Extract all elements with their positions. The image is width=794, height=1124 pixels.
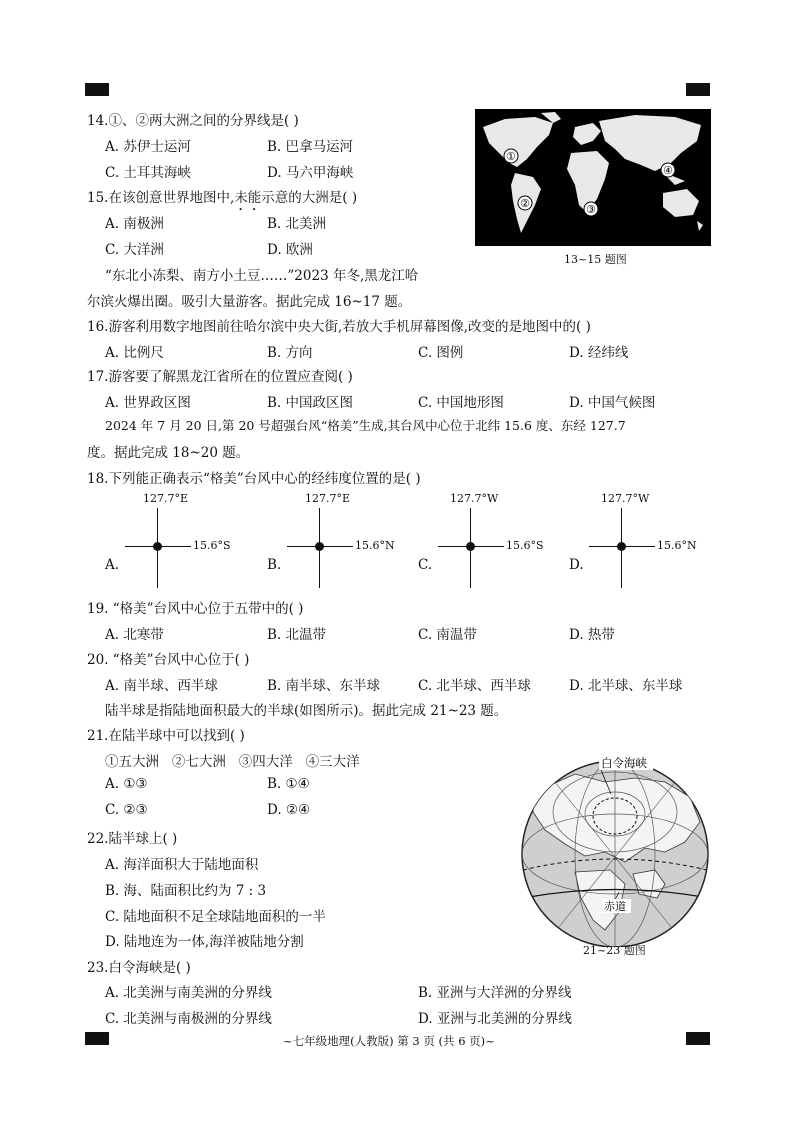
world-map-figure xyxy=(475,109,711,246)
q23-option-d[interactable]: D. 亚洲与北美洲的分界线 xyxy=(418,1011,572,1027)
q18-option-b[interactable] xyxy=(267,492,417,587)
intro-16-17-line1: “东北小冻梨、南方小土豆……”2023 年冬,黑龙江哈 xyxy=(105,268,419,284)
q22-option-c[interactable]: C. 陆地面积不足全球陆地面积的一半 xyxy=(105,909,326,925)
q22-stem: 22.陆半球上( ) xyxy=(87,831,178,847)
map2-caption: 21~23 题图 xyxy=(583,944,646,957)
q18-a-lon: 127.7°E xyxy=(143,492,189,505)
q18-d-lat: 15.6°N xyxy=(657,539,697,552)
q19-option-b[interactable]: B. 北温带 xyxy=(267,627,327,643)
q19-option-c[interactable]: C. 南温带 xyxy=(418,627,477,643)
q18-option-d[interactable] xyxy=(569,492,719,587)
corner-mark-top-right xyxy=(686,83,710,96)
q18-c-lat: 15.6°S xyxy=(506,539,544,552)
intro-16-17-line2: 尔滨火爆出圈。吸引大量游客。据此完成 16~17 题。 xyxy=(87,294,412,310)
q16-option-c[interactable]: C. 图例 xyxy=(418,345,464,361)
map-label-3: ③ xyxy=(586,203,596,216)
q21-option-d[interactable]: D. ②④ xyxy=(267,802,311,818)
q19-option-a[interactable]: A. 北寒带 xyxy=(105,627,164,643)
q21-option-b[interactable]: B. ①④ xyxy=(267,776,310,792)
q17-option-c[interactable]: C. 中国地形图 xyxy=(418,395,504,411)
q21-option-c[interactable]: C. ②③ xyxy=(105,802,148,818)
q18-b-center-dot xyxy=(315,542,324,551)
q15-option-a[interactable]: A. 南极洲 xyxy=(105,216,164,232)
intro-18-20-line1: 2024 年 7 月 20 日,第 20 号超强台风“格美”生成,其台风中心位于北纬 15.6 度、东经 127.7 xyxy=(105,418,626,433)
q16-option-b[interactable]: B. 方向 xyxy=(267,345,313,361)
q21-items: ①五大洲 ②七大洲 ③四大洋 ④三大洋 xyxy=(105,754,360,770)
q22-option-b[interactable]: B. 海、陆面积比约为 7 : 3 xyxy=(105,883,267,899)
map-label-4: ④ xyxy=(663,164,673,177)
q18-a-lat: 15.6°S xyxy=(193,539,231,552)
q14-option-a[interactable]: A. 苏伊士运河 xyxy=(105,139,191,155)
q14-option-b[interactable]: B. 巴拿马运河 xyxy=(267,139,354,155)
bering-strait-label: 白令海峡 xyxy=(601,756,647,770)
q18-b-lon: 127.7°E xyxy=(305,492,351,505)
equator-label: 赤道 xyxy=(604,900,626,913)
q19-stem: 19. “格美”台风中心位于五带中的( ) xyxy=(87,601,304,617)
q23-option-b[interactable]: B. 亚洲与大洋洲的分界线 xyxy=(418,985,572,1001)
q19-option-d[interactable]: D. 热带 xyxy=(569,627,615,643)
q22-option-a[interactable]: A. 海洋面积大于陆地面积 xyxy=(105,857,259,873)
map-label-2: ② xyxy=(520,197,530,210)
q15-option-b[interactable]: B. 北美洲 xyxy=(267,216,327,232)
corner-mark-bottom-left xyxy=(85,1032,109,1045)
q16-option-d[interactable]: D. 经纬线 xyxy=(569,345,629,361)
q21-option-a[interactable]: A. ①③ xyxy=(105,776,148,792)
q20-option-b[interactable]: B. 南半球、东半球 xyxy=(267,678,381,694)
q18-b-lat: 15.6°N xyxy=(355,539,395,552)
q22-option-d[interactable]: D. 陆地连为一体,海洋被陆地分割 xyxy=(105,934,304,950)
q20-option-c[interactable]: C. 北半球、西半球 xyxy=(418,678,531,694)
q23-option-c[interactable]: C. 北美洲与南极洲的分界线 xyxy=(105,1011,272,1027)
q18-a-center-dot xyxy=(153,542,162,551)
q23-option-a[interactable]: A. 北美洲与南美洲的分界线 xyxy=(105,985,272,1001)
corner-mark-bottom-right xyxy=(686,1032,710,1045)
q18-option-c[interactable] xyxy=(418,492,568,587)
q17-option-d[interactable]: D. 中国气候图 xyxy=(569,395,656,411)
world-map-svg xyxy=(475,109,711,246)
map-label-1: ① xyxy=(506,150,516,163)
globe-svg xyxy=(515,752,715,947)
q18-d-lon: 127.7°W xyxy=(601,492,650,505)
q14-option-d[interactable]: D. 马六甲海峡 xyxy=(267,165,354,181)
q17-option-b[interactable]: B. 中国政区图 xyxy=(267,395,354,411)
q20-option-d[interactable]: D. 北半球、东半球 xyxy=(569,678,683,694)
q17-option-a[interactable]: A. 世界政区图 xyxy=(105,395,191,411)
page-footer: ~七年级地理(人教版) 第 3 页 (共 6 页)~ xyxy=(283,1034,495,1048)
q15-stem: 15.在该创意世界地图中,未能示意的大洲是( ) xyxy=(87,190,358,206)
intro-21-23: 陆半球是指陆地面积最大的半球(如图所示)。据此完成 21~23 题。 xyxy=(105,703,508,719)
q18-a-letter: A. xyxy=(105,557,120,573)
q16-option-a[interactable]: A. 比例尺 xyxy=(105,345,164,361)
map1-caption: 13~15 题图 xyxy=(564,253,627,266)
q20-option-a[interactable]: A. 南半球、西半球 xyxy=(105,678,218,694)
q18-c-lon: 127.7°W xyxy=(450,492,499,505)
q14-option-c[interactable]: C. 土耳其海峡 xyxy=(105,165,191,181)
q18-d-center-dot xyxy=(617,542,626,551)
q21-stem: 21.在陆半球中可以找到( ) xyxy=(87,728,245,744)
q17-stem: 17.游客要了解黑龙江省所在的位置应查阅( ) xyxy=(87,369,353,385)
q18-c-letter: C. xyxy=(418,557,433,573)
q18-d-letter: D. xyxy=(569,557,584,573)
q14-stem: 14.①、②两大洲之间的分界线是( ) xyxy=(87,113,299,129)
q16-stem: 16.游客利用数字地图前往哈尔滨中央大街,若放大手机屏幕图像,改变的是地图中的( ) xyxy=(87,319,591,335)
corner-mark-top-left xyxy=(85,83,109,96)
q18-stem: 18.下列能正确表示“格美”台风中心的经纬度位置的是( ) xyxy=(87,471,421,487)
intro-18-20-line2: 度。据此完成 18~20 题。 xyxy=(87,445,250,461)
q15-option-c[interactable]: C. 大洋洲 xyxy=(105,242,164,258)
q23-stem: 23.白令海峡是( ) xyxy=(87,960,191,976)
q18-option-a[interactable] xyxy=(105,492,255,587)
land-hemisphere-figure xyxy=(515,752,715,947)
q18-b-letter: B. xyxy=(267,557,282,573)
q15-option-d[interactable]: D. 欧洲 xyxy=(267,242,313,258)
q18-c-center-dot xyxy=(466,542,475,551)
q20-stem: 20. “格美”台风中心位于( ) xyxy=(87,652,250,668)
